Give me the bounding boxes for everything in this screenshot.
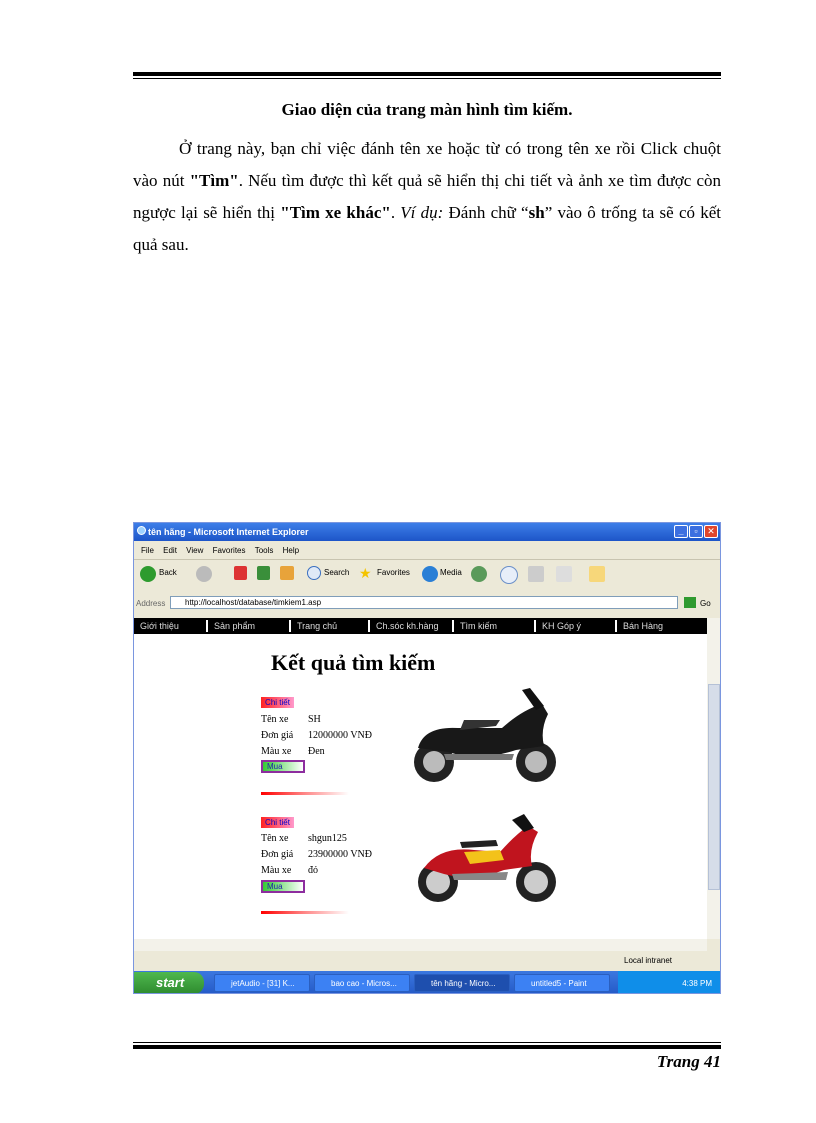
edit-icon[interactable] bbox=[556, 566, 572, 582]
address-input[interactable]: http://localhost/database/timkiem1.asp bbox=[170, 596, 678, 609]
section-heading: Giao diện của trang màn hình tìm kiếm. bbox=[281, 100, 573, 119]
menu-favorites[interactable]: Favorites bbox=[212, 546, 246, 555]
search-icon[interactable] bbox=[307, 566, 321, 580]
site-nav bbox=[134, 618, 707, 634]
result-2-color-row bbox=[261, 865, 318, 876]
footer-rule-thin bbox=[133, 1042, 721, 1043]
stop-icon[interactable] bbox=[234, 566, 247, 580]
favorites-button[interactable]: Favorites bbox=[377, 568, 410, 577]
windows-taskbar bbox=[134, 971, 720, 994]
address-bar bbox=[134, 595, 720, 611]
menu-help[interactable]: Help bbox=[282, 546, 300, 555]
maximize-button[interactable]: ▫ bbox=[689, 525, 703, 538]
para-bold-tim: "Tìm" bbox=[189, 171, 239, 190]
status-zone: Local intranet bbox=[624, 956, 673, 965]
menu-bar bbox=[134, 543, 720, 557]
para-italic-vidu: Ví dụ: bbox=[400, 203, 444, 222]
footer-rule-thick bbox=[133, 1045, 721, 1049]
result-1-price: 12000000 VNĐ bbox=[308, 730, 372, 741]
print-icon[interactable] bbox=[528, 566, 544, 582]
ie-icon bbox=[137, 526, 146, 535]
scroll-thumb[interactable] bbox=[708, 684, 720, 890]
result-2-color: đỏ bbox=[308, 865, 318, 876]
horizontal-scrollbar[interactable] bbox=[134, 939, 707, 951]
close-button[interactable]: ✕ bbox=[704, 525, 718, 538]
result-2-name: shgun125 bbox=[308, 833, 347, 844]
back-icon[interactable] bbox=[140, 566, 156, 582]
result-1-name: SH bbox=[308, 714, 321, 725]
start-button[interactable]: start bbox=[134, 972, 204, 994]
header-rule-thick bbox=[133, 72, 721, 76]
body-paragraph bbox=[133, 133, 721, 261]
media-button[interactable]: Media bbox=[440, 568, 462, 577]
nav-gioi-thieu[interactable]: Giới thiệu bbox=[140, 621, 179, 631]
history-icon[interactable] bbox=[471, 566, 487, 582]
clock: 4:38 PM bbox=[682, 979, 712, 988]
para-text-5: ” vào ô trống ta sẽ có kết quả sau. bbox=[133, 203, 721, 254]
result-1-color: Đen bbox=[308, 746, 325, 757]
menu-tools[interactable]: Tools bbox=[254, 546, 274, 555]
nav-san-pham[interactable]: Sản phẩm bbox=[206, 620, 255, 632]
task-jetaudio[interactable]: jetAudio - [31] K... bbox=[214, 974, 310, 992]
motorbike-image bbox=[404, 802, 564, 912]
nav-kh-gop-y[interactable]: KH Góp ý bbox=[534, 620, 581, 632]
menu-view[interactable]: View bbox=[186, 546, 204, 555]
address-label: Address bbox=[136, 599, 166, 608]
mail-icon[interactable] bbox=[500, 566, 518, 584]
browser-title: tên hãng - Microsoft Internet Explorer bbox=[148, 527, 309, 537]
nav-ban-hang[interactable]: Bán Hàng bbox=[615, 620, 663, 632]
menu-file[interactable]: File bbox=[141, 546, 154, 555]
status-bar bbox=[134, 953, 720, 967]
home-icon[interactable] bbox=[280, 566, 294, 580]
page-number: Trang 41 bbox=[656, 1052, 721, 1071]
go-icon[interactable] bbox=[684, 597, 696, 608]
nav-trang-chu[interactable]: Trang chủ bbox=[289, 620, 337, 632]
result-1-color-row bbox=[261, 746, 325, 757]
menu-edit[interactable]: Edit bbox=[163, 546, 177, 555]
page-content bbox=[134, 618, 707, 939]
para-text-3: . bbox=[390, 203, 401, 222]
favorites-icon[interactable]: ★ bbox=[359, 565, 372, 581]
nav-tim-kiem[interactable]: Tìm kiếm bbox=[452, 620, 497, 632]
minimize-button[interactable]: _ bbox=[674, 525, 688, 538]
search-button[interactable]: Search bbox=[324, 568, 350, 577]
refresh-icon[interactable] bbox=[257, 566, 270, 580]
buy-button-2[interactable]: Mua bbox=[261, 880, 305, 893]
task-ten-hang[interactable]: tên hãng - Micro... bbox=[414, 974, 510, 992]
media-icon[interactable] bbox=[422, 566, 438, 582]
folder-icon[interactable] bbox=[589, 566, 605, 582]
result-1-price-row bbox=[261, 730, 372, 741]
buy-button-1[interactable]: Mua bbox=[261, 760, 305, 773]
system-tray bbox=[618, 971, 721, 994]
result-2-name-row bbox=[261, 833, 347, 844]
browser-toolbar bbox=[134, 559, 720, 594]
scooter-image bbox=[404, 684, 564, 792]
result-2-price-row bbox=[261, 849, 372, 860]
nav-cham-soc[interactable]: Ch.sóc kh.hàng bbox=[368, 620, 439, 632]
para-text-2: . Nếu tìm được thì kết quả sẽ hiển thị chi tiết và ảnh xe tìm được còn ngược lại sẽ hiển thị bbox=[133, 171, 721, 222]
go-button[interactable]: Go bbox=[700, 599, 711, 608]
price-label: Đơn giá bbox=[261, 730, 294, 741]
task-paint[interactable]: untitled5 - Paint bbox=[514, 974, 610, 992]
para-text-1: Ở trang này, bạn chỉ việc đánh tên xe hoặc từ có trong tên xe rồi Click chuột vào nút bbox=[133, 139, 721, 190]
back-button[interactable]: Back bbox=[159, 568, 177, 577]
vertical-scrollbar[interactable] bbox=[707, 618, 721, 939]
result-separator-1 bbox=[261, 792, 349, 795]
result-2-price: 23900000 VNĐ bbox=[308, 849, 372, 860]
detail-link-1[interactable]: Chi tiết bbox=[261, 697, 294, 708]
result-1-name-row bbox=[261, 714, 321, 725]
browser-screenshot bbox=[133, 522, 721, 994]
para-text-4: Đánh chữ “ bbox=[443, 203, 529, 222]
detail-link-2[interactable]: Chi tiết bbox=[261, 817, 294, 828]
name-label: Tên xe bbox=[261, 714, 289, 725]
browser-titlebar bbox=[134, 523, 720, 541]
price-label: Đơn giá bbox=[261, 849, 294, 860]
task-bao-cao[interactable]: bao cao - Micros... bbox=[314, 974, 410, 992]
header-rule-thin bbox=[133, 78, 721, 79]
color-label: Màu xe bbox=[261, 746, 292, 757]
result-separator-2 bbox=[261, 911, 349, 914]
forward-icon[interactable] bbox=[196, 566, 212, 582]
color-label: Màu xe bbox=[261, 865, 292, 876]
name-label: Tên xe bbox=[261, 833, 289, 844]
results-title: Kết quả tìm kiếm bbox=[271, 650, 436, 675]
para-bold-timxekhac: "Tìm xe khác" bbox=[280, 203, 391, 222]
para-bold-sh: sh bbox=[528, 203, 545, 222]
